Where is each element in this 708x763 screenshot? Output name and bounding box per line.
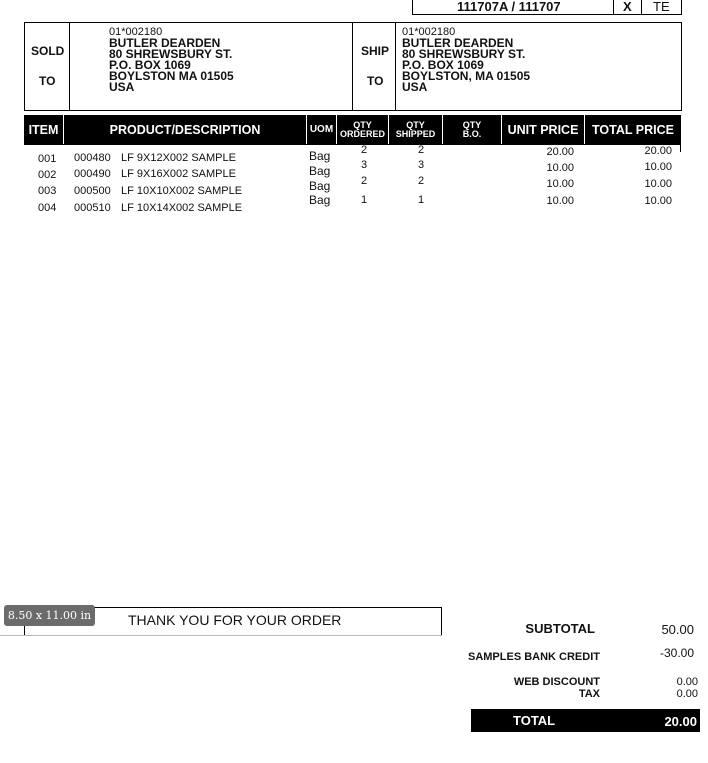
- subtotal-value: 50.00: [661, 622, 694, 637]
- row-code: 000490: [74, 168, 111, 180]
- row-item: 004: [38, 202, 57, 214]
- row-ordered: 1: [361, 194, 368, 206]
- sold-to-label: TO: [39, 74, 56, 88]
- tax-value: 0.00: [676, 688, 698, 700]
- order-code: TE: [653, 0, 670, 14]
- row-ordered: 2: [361, 144, 368, 156]
- divider: [641, 0, 642, 14]
- ship-label: SHIP: [361, 44, 390, 58]
- address-line: USA: [109, 80, 135, 94]
- address-line: BUTLER DEARDEN: [109, 36, 221, 50]
- row-desc: LF 9X16X002 SAMPLE: [121, 168, 236, 180]
- row-unit-price: 20.00: [546, 146, 574, 158]
- web-discount-value: 0.00: [676, 676, 698, 688]
- row-shipped: 1: [418, 194, 425, 206]
- address-line: P.O. BOX 1069: [402, 58, 484, 72]
- order-numbers: 111707A / 111707: [457, 0, 561, 14]
- total-value: 20.00: [664, 714, 697, 729]
- sold-to-address: [109, 27, 234, 93]
- address-line: 80 SHREWSBURY ST.: [402, 47, 526, 61]
- tax-label: TAX: [578, 688, 600, 700]
- col-unit-price: UNIT PRICE: [502, 115, 585, 144]
- row-code: 000480: [74, 152, 111, 164]
- credit-value: -30.00: [659, 646, 694, 660]
- row-shipped: 2: [418, 175, 425, 187]
- row-total-price: 20.00: [644, 145, 672, 157]
- row-uom: Bag: [309, 164, 331, 178]
- row-item: 002: [38, 169, 57, 181]
- row-desc: LF 10X14X002 SAMPLE: [121, 202, 243, 214]
- thank-you-text: THANK YOU FOR YOUR ORDER: [128, 612, 342, 628]
- col-uom: UOM: [307, 115, 337, 144]
- row-total-price: 10.00: [644, 161, 672, 173]
- row-uom: Bag: [309, 149, 331, 163]
- col-product: PRODUCT/DESCRIPTION: [64, 115, 307, 144]
- ship-to-label: TO: [367, 74, 384, 88]
- sold-label: SOLD: [31, 44, 65, 58]
- address-block: [24, 22, 682, 111]
- row-unit-price: 10.00: [546, 178, 574, 190]
- subtotal-label: SUBTOTAL: [525, 621, 595, 636]
- total-label: TOTAL: [513, 713, 556, 728]
- order-flag: X: [623, 0, 632, 14]
- row-unit-price: 10.00: [546, 162, 574, 174]
- address-line: P.O. BOX 1069: [109, 58, 191, 72]
- address-line: USA: [402, 80, 428, 94]
- row-unit-price: 10.00: [546, 195, 574, 207]
- web-discount-label: WEB DISCOUNT: [513, 676, 600, 688]
- address-line: BOYLSTON, MA 01505: [402, 69, 531, 83]
- address-line: 01*002180: [109, 26, 163, 38]
- row-total-price: 10.00: [644, 178, 672, 190]
- row-shipped: 3: [418, 159, 425, 171]
- row-desc: LF 10X10X002 SAMPLE: [121, 185, 243, 197]
- row-uom: Bag: [309, 193, 331, 207]
- items-table-header: [24, 115, 681, 144]
- row-desc: LF 9X12X002 SAMPLE: [121, 152, 236, 164]
- col-item: ITEM: [24, 115, 64, 144]
- divider: [613, 0, 614, 14]
- row-shipped: 2: [418, 144, 425, 156]
- col-qty-shipped: QTY SHIPPED: [389, 115, 443, 144]
- col-qty-bo: QTY B.O.: [443, 115, 502, 144]
- credit-label: SAMPLES BANK CREDIT: [467, 651, 600, 663]
- divider: [24, 144, 681, 145]
- row-item: 001: [38, 153, 57, 165]
- divider: [0, 635, 442, 636]
- divider: [680, 144, 681, 152]
- total-bar: [471, 709, 700, 732]
- row-ordered: 3: [361, 159, 368, 171]
- address-line: BOYLSTON MA 01505: [109, 69, 234, 83]
- col-total-price: TOTAL PRICE: [592, 122, 674, 137]
- row-code: 000500: [74, 185, 111, 197]
- divider: [395, 23, 396, 110]
- col-qty-ordered: QTY ORDERED: [337, 115, 389, 144]
- divider: [352, 23, 353, 110]
- ship-to-address: [402, 27, 530, 93]
- page-size-tag: 8.50 x 11.00 in: [4, 605, 95, 626]
- row-code: 000510: [74, 202, 111, 214]
- address-line: BUTLER DEARDEN: [402, 36, 514, 50]
- row-uom: Bag: [309, 179, 331, 193]
- row-ordered: 2: [361, 175, 368, 187]
- address-line: 01*002180: [402, 26, 456, 38]
- order-header: [412, 0, 682, 15]
- row-item: 003: [38, 185, 57, 197]
- divider: [69, 23, 70, 110]
- address-line: 80 SHREWSBURY ST.: [109, 47, 233, 61]
- row-total-price: 10.00: [644, 195, 672, 207]
